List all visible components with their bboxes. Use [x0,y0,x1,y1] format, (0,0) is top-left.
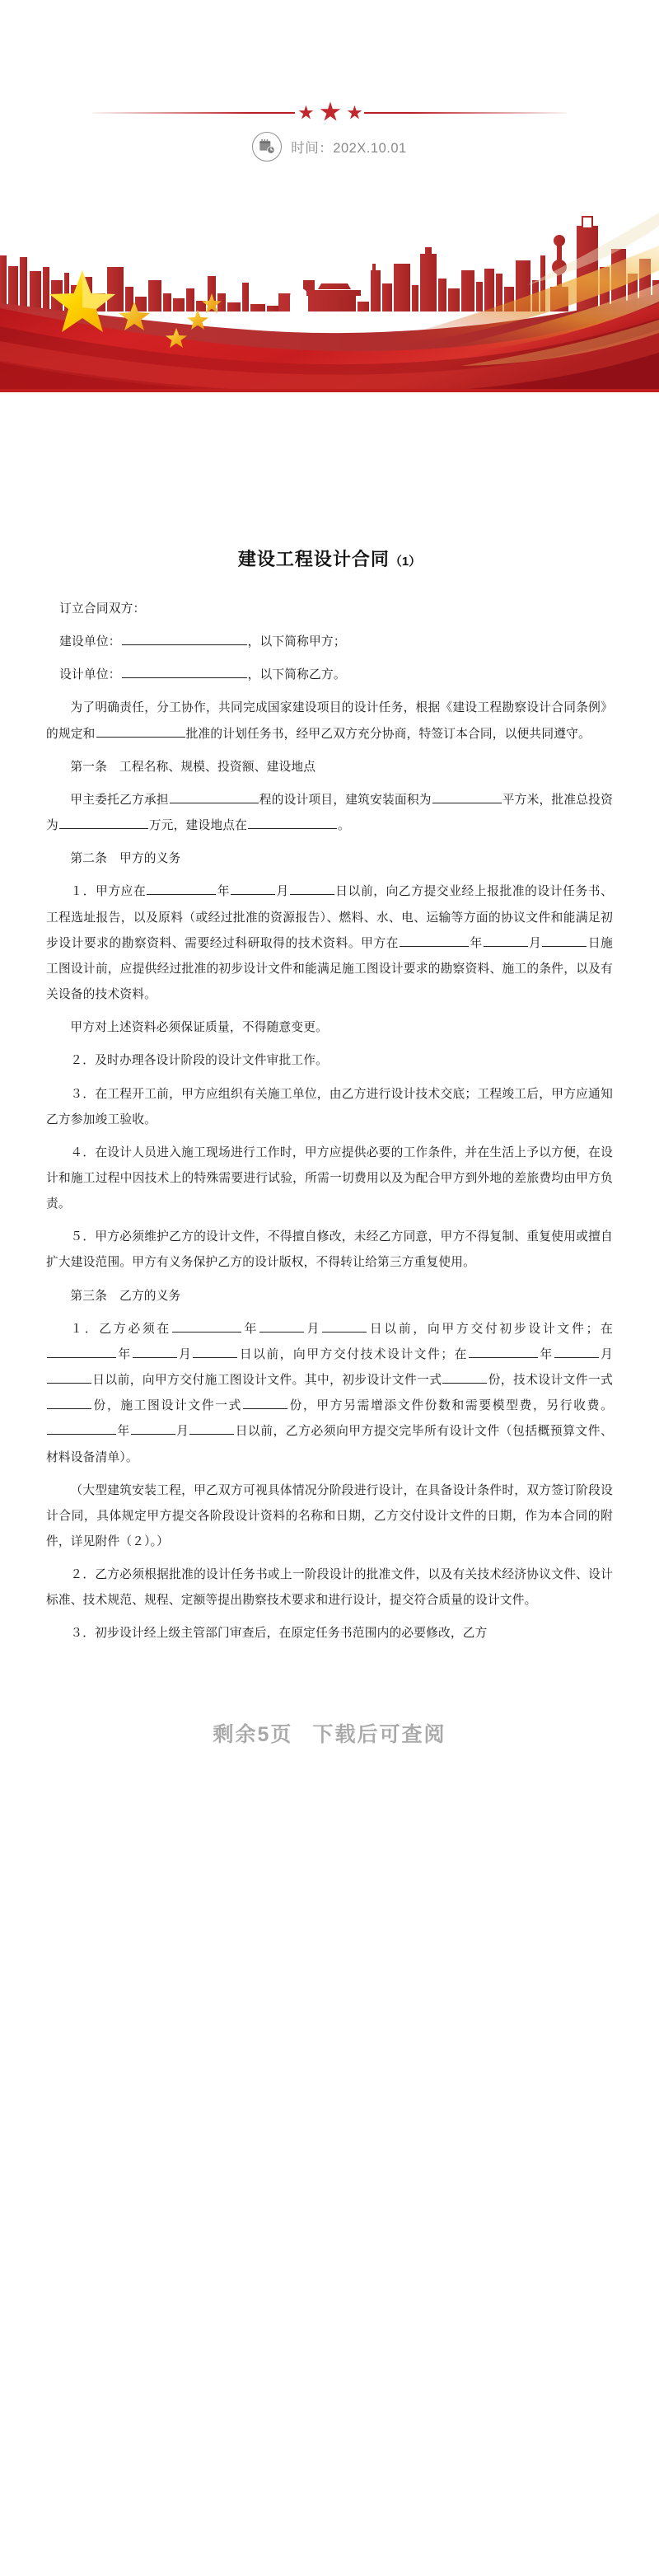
a3i1-part-m: 份，甲方另需增添文件份数和需要模型费，另行收费。 [288,1399,613,1413]
calendar-clock-icon [252,132,282,162]
article-3-note: （大型建筑安装工程，甲乙双方可视具体情况分阶段进行设计，在具备设计条件时，双方签订阶段设计合同，具体规定甲方提交各阶段设计资料的名称和日期，乙方交付设计文件的日期，作为本合同的附件，详见附件（２）。） [46,1483,613,1548]
a2i1-month-blank-2[interactable] [484,934,528,946]
a2i1-year-blank-1[interactable] [147,883,216,895]
preamble-part-2b: 批准的计划任务书，经甲乙双方充 [185,727,370,741]
a3i1-part-d: 日以前，向甲方交付初步设计文件；在 [367,1322,613,1336]
a2i1-part-g: 日施工图设计前，应提供经过批准的初步设计文件和能满足施工图设计要求的勘察资料、施工的条件，以及有关设备的技术资料。 [46,936,613,1002]
page-title-suffix: （1） [389,555,422,569]
a3i1-year-4: 年 [117,1425,130,1439]
preamble-approval-blank[interactable] [96,724,185,737]
party-a-tail: ，以下简称甲方； [247,635,346,649]
star-icon-left: ★ [297,104,314,122]
article-2-heading: 第二条 甲方的义务 [70,852,181,866]
decorative-rule-with-stars [92,102,567,124]
article-2-item-5: ５．甲方必须维护乙方的设计文件，不得擅自修改，未经乙方同意，甲方不得复制、重复使用或擅自扩大建设范围。甲方有义务保护乙方的设计版权，不得转让给第三方重复使用。 [46,1230,613,1270]
three-red-stars-icon [298,102,364,124]
a3i1-part-j: 日以前，向甲方交付施工图设计文件。其中，初步设计文件一式 [92,1374,442,1388]
a1-part-c: 平方米，批准总投资为 [46,793,613,833]
left-rule [92,112,295,114]
a3i1-copies-blank-3[interactable] [243,1397,287,1409]
date-row [0,132,659,162]
a3i1-part-l: 份，施工图设计文件一式 [92,1399,243,1413]
a3i1-month-blank-1[interactable] [259,1319,304,1332]
a3i1-year-3: 年 [538,1347,554,1361]
a2i1-month-2: 月 [528,936,542,950]
a3i1-copies-blank-1[interactable] [442,1371,487,1384]
a2i1-year-2: 年 [470,936,483,950]
a3i1-year-blank-4[interactable] [47,1422,116,1435]
a3i1-part-p: 日以前，乙方必须向甲方提交完毕所有设计文件（包括概预算文件、材料设备清单）。 [46,1425,613,1464]
a2i1-day-blank-1[interactable] [290,883,334,895]
party-a-blank[interactable] [122,633,247,645]
star-icon-right: ★ [347,104,363,122]
a3i1-day-blank-4[interactable] [189,1422,234,1435]
article-3-item-3: ３．初步设计经上级主管部门审查后，在原定任务书范围内的必要修改，乙方 [70,1627,488,1641]
preamble-part-1: 为了明确责任，分工协作，共同完成国家建设项目的设计任务，根据《建设 [70,701,478,715]
a1-part-b: 程的设计项目，建筑安装面积为 [259,793,432,807]
a3i1-month-2: 月 [177,1347,193,1361]
preamble-part-2a: 工程勘察设计合同条例》的规定和 [46,701,613,741]
a3i1-year-2: 年 [117,1347,132,1361]
a2i1-month-1: 月 [276,885,289,899]
article-3-heading: 第三条 乙方的义务 [70,1289,181,1303]
a3i1-day-blank-2[interactable] [193,1345,237,1357]
a1-part-d: 万元，建设地点在 [148,819,247,833]
remaining-pages-label: 剩余5页 [213,1722,293,1746]
a2i1-year-1: 年 [217,885,231,899]
a3i1-month-4: 月 [175,1425,189,1439]
article-2-item-2: ２．及时办理各设计阶段的设计文件审批工作。 [70,1054,329,1068]
a3i1-year-1: 年 [241,1322,259,1336]
party-a-line [46,630,613,655]
a1-area-blank[interactable] [432,791,502,803]
party-b-blank[interactable] [122,666,247,678]
article-2-item-3: ３．在工程开工前，甲方应组织有关施工单位，由乙方进行设计技术交底；工程竣工后，甲方应通知乙方参加竣工验收。 [46,1087,613,1126]
party-b-line [46,663,613,688]
a1-investment-blank[interactable] [59,817,148,829]
a2i1-part-a: １．甲方应在 [70,885,147,899]
date-label: 时间：202X.10.01 [291,141,407,156]
a2i1-year-blank-2[interactable] [400,934,469,946]
a3i1-year-blank-1[interactable] [172,1319,241,1332]
document-body [0,546,659,1647]
preamble-paragraph [46,696,613,747]
a3i1-part-g: 日以前，向甲方交付技术设计文件；在 [238,1347,468,1361]
a1-part-e: 。 [338,819,350,833]
a3i1-month-1: 月 [305,1322,322,1336]
article-2-item-4: ４．在设计人员进入施工现场进行工作时，甲方应提供必要的工作条件，并在生活上予以方便，在设计和施工过程中因技术上的特殊需要进行试验，所需一切费用以及为配合甲方到外地的差旅费均由甲方负责。 [46,1145,613,1211]
download-footer [0,1690,659,1784]
a3i1-month-blank-2[interactable] [133,1345,177,1357]
a3i1-year-blank-2[interactable] [47,1345,116,1357]
a1-project-blank[interactable] [170,791,259,803]
a1-location-blank[interactable] [248,817,337,829]
a2i1-month-blank-1[interactable] [231,883,275,895]
a3i1-month-blank-4[interactable] [131,1422,175,1435]
a3i1-month-3: 月 [599,1347,614,1361]
article-1-heading: 第一条 工程名称、规模、投资额、建设地点 [70,760,316,774]
cover-header [0,0,659,392]
a2i1-part-d: 日以前，向乙方提交业经上报批准的设计任务书、工程选址报告，以及原料（或经过批准的资源报告）、燃料、水、电、运输等方面的协议文件和能满足初步设计要求的勘察资料、需要经过科研取得的技术资料。甲方在 [46,885,614,950]
party-b-label: 设计单位： [59,668,121,682]
page-title [46,546,613,571]
a3i1-year-blank-3[interactable] [469,1345,538,1357]
article-3-item-1 [46,1317,613,1471]
a3i1-part-a: １．乙方必须在 [70,1322,171,1336]
article-2-item-1 [46,879,613,1008]
party-b-tail: ，以下简称乙方。 [247,668,346,682]
page-title-main: 建设工程设计合同 [237,549,390,569]
a3i1-month-blank-3[interactable] [554,1345,599,1357]
article-2-item-1-note: 甲方对上述资料必须保证质量，不得随意变更。 [70,1021,329,1035]
red-ribbon-skyline-banner [0,188,659,392]
a2i1-day-blank-2[interactable] [542,934,587,946]
download-hint-label: 下载后可查阅 [312,1722,446,1746]
article-3-item-2: ２．乙方必须根据批准的设计任务书或上一阶段设计的批准文件，以及有关技术经济协议文件、设计标准、技术规范、规程、定额等提出勘察技术要求和进行设计，提交符合质量的设计文件。 [46,1568,613,1608]
a3i1-day-blank-3[interactable] [47,1371,91,1384]
a3i1-part-k: 份，技术设计文件一式 [488,1374,613,1388]
a3i1-copies-blank-2[interactable] [47,1397,91,1409]
article-1-body [46,788,613,839]
footer-text [213,1723,446,1746]
intro-heading: 订立合同双方： [59,602,146,616]
preamble-part-3: 分协商，特签订本合同，以便共同遵守。 [369,727,591,741]
a3i1-day-blank-1[interactable] [322,1319,367,1332]
star-icon-center: ★ [320,101,342,124]
right-rule [364,112,567,114]
party-a-label: 建设单位： [59,635,121,649]
a1-part-a: 甲主委托乙方承担 [70,793,169,807]
